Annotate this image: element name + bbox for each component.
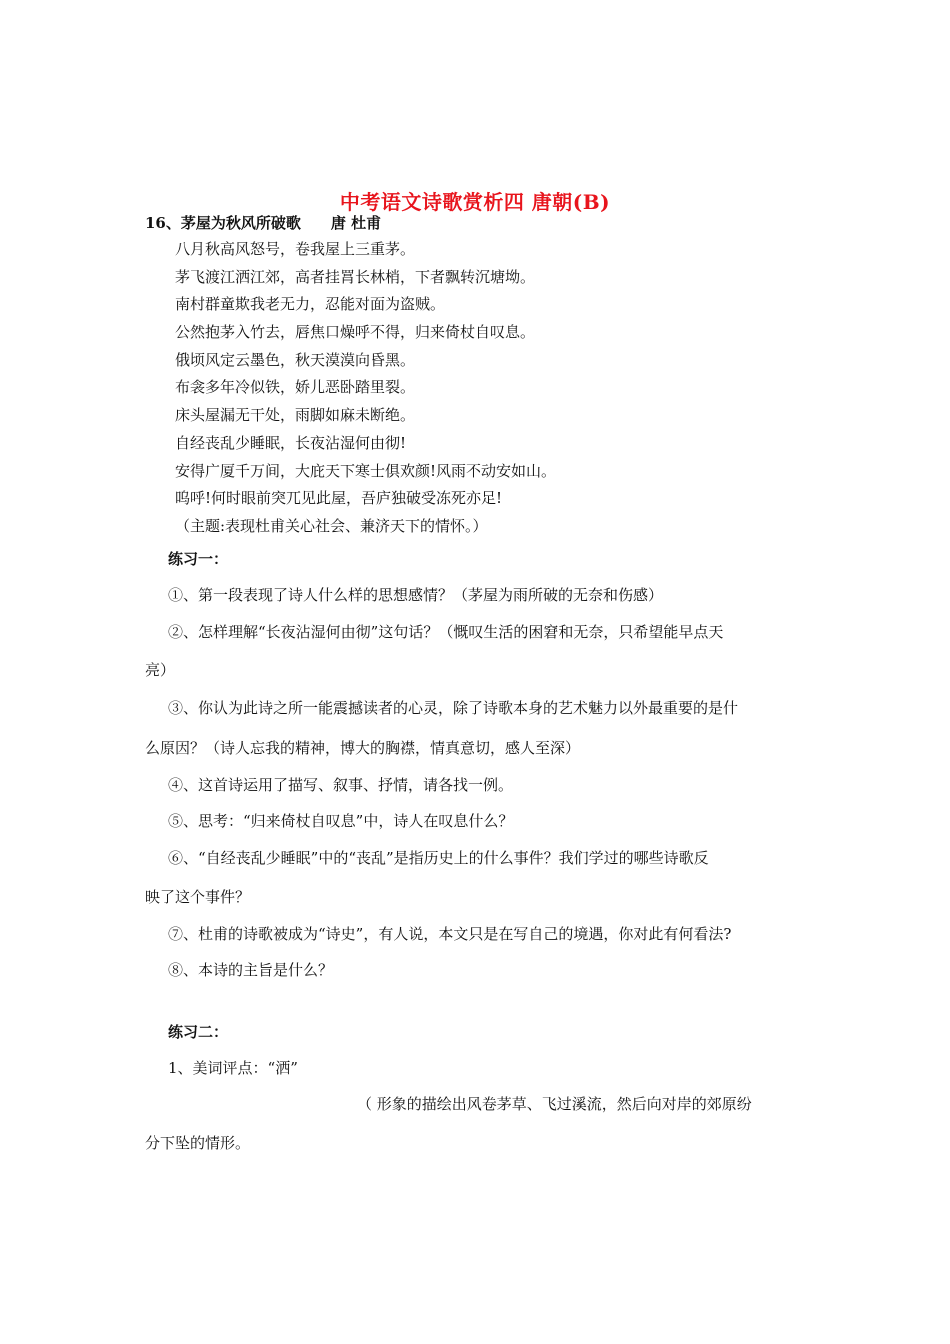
exercise1-question-6: ⑥、“自经丧乱少睡眠”中的“丧乱”是指历史上的什么事件？我们学过的哪些诗歌反 [168,849,709,867]
exercise2-question-1: 1、美词评点：“洒” [168,1059,298,1077]
poem-line: 八月秋高风怒号，卷我屋上三重茅。 [175,240,416,258]
poem-line: 公然抱茅入竹去，唇焦口燥呼不得，归来倚杖自叹息。 [175,323,536,342]
poem-body [175,236,855,541]
exercise1-question-2-cont: 亮） [145,661,176,679]
poem-line: 茅飞渡江洒江郊，高者挂罥长林梢，下者飘转沉塘坳。 [175,267,536,286]
exercise1-question-4: ④、这首诗运用了描写、叙事、抒情，请各找一例。 [168,776,514,794]
exercise1-question-5: ⑤、思考：“归来倚杖自叹息”中，诗人在叹息什么？ [168,812,514,830]
exercise2-answer-1: （ 形象的描绘出风卷茅草、飞过溪流，然后向对岸的郊原纷 [357,1095,752,1113]
exercise1-question-7: ⑦、杜甫的诗歌被成为“诗史”，有人说，本文只是在写自己的境遇，你对此有何看法? [168,925,732,943]
poem-line: 俄顷风定云墨色，秋天漠漠向昏黑。 [175,350,416,369]
exercise2-answer-1-cont: 分下坠的情形。 [145,1134,251,1152]
poem-line: 床头屋漏无干处，雨脚如麻未断绝。 [175,406,416,425]
exercise1-question-3: ③、你认为此诗之所一能震撼读者的心灵，除了诗歌本身的艺术魅力以外最重要的是什 [168,699,739,717]
exercise1-question-3-cont: 么原因？（诗人忘我的精神，博大的胸襟，情真意切，感人至深） [145,739,581,757]
poem-heading [145,212,381,233]
exercise1-question-6-cont: 映了这个事件？ [145,888,251,906]
poem-line: 安得广厦千万间，大庇天下寒士俱欢颜!风雨不动安如山。 [175,461,557,480]
exercise1-heading: 练习一： [168,550,229,568]
poem-line: 南村群童欺我老无力，忍能对面为盗贼。 [175,295,446,314]
poem-author: 唐 杜甫 [330,214,382,232]
poem-theme: （主题:表现杜甫关心社会、兼济天下的情怀。） [175,516,488,535]
poem-title: 16、茅屋为秋风所破歌 [145,214,301,232]
exercise1-question-2: ②、怎样理解“长夜沾湿何由彻”这句话？（慨叹生活的困窘和无奈，只希望能早点天 [168,623,724,641]
exercise1-question-1: ①、第一段表现了诗人什么样的思想感情？（茅屋为雨所破的无奈和伤感） [168,586,664,604]
poem-line: 呜呼!何时眼前突兀见此屋，吾庐独破受冻死亦足! [175,489,503,508]
poem-line: 布衾多年冷似铁，娇儿恶卧踏里裂。 [175,378,416,397]
exercise1-question-8: ⑧、本诗的主旨是什么？ [168,961,334,979]
page-title: 中考语文诗歌赏析四 唐朝(B) [339,190,611,214]
exercise2-heading: 练习二： [168,1023,229,1041]
poem-line: 自经丧乱少睡眠，长夜沾湿何由彻! [175,433,407,452]
